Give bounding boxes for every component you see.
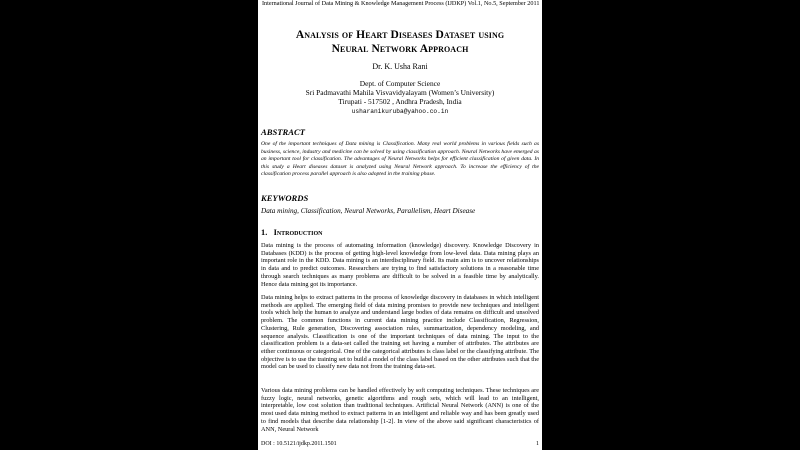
intro-number: 1.	[261, 228, 268, 237]
keywords-heading: KEYWORDS	[261, 193, 309, 203]
page-number: 1	[536, 441, 539, 447]
paper-title-line2: Neural Network Approach	[331, 43, 469, 55]
author-name: Dr. K. Usha Rani	[372, 62, 428, 71]
footer-doi: DOI : 10.5121/ijdkp.2011.1501	[261, 441, 337, 447]
right-letterbox	[542, 0, 800, 450]
journal-header: International Journal of Data Mining & Knowledge Management Process (IJDKP) Vol.1, No.5, September 2011	[262, 0, 540, 7]
keywords-text: Data mining, Classification, Neural Networks, Parallelism, Heart Disease	[261, 207, 476, 215]
intro-paragraph-1: Data mining is the process of automating information (knowledge) discovery. Knowledge Discovery in Databases (KDD) is the process of getting high-level knowledge from low-level data. Data mining plays an important role in the KDD. Data mining is an interdisciplinary field. Its main aim is to uncover relationships in data and to predict outcomes. Researchers are trying to find satisfactory solutions in a reasonable time through search techniques as many problems are difficult to be solved in a feasible time by analytically. Hence data mining got its importance.	[261, 242, 539, 288]
intro-heading	[261, 228, 323, 237]
document-page	[258, 0, 542, 450]
intro-paragraph-3: Various data mining problems can be handled effectively by soft computing techniques. These techniques are fuzzy logic, neural networks, genetic algorithms and rough sets, which will lead to an intelligent, interpretable, low cost solution than traditional techniques. Artificial Neural Network (ANN) is one of the most used data mining method to extract patterns in an intelligent and reliable way and has been greatly used to find models that describe data relationship [1-2]. In view of the above said significant characteristics of ANN, Neural Network	[261, 387, 539, 433]
affiliation-dept: Dept. of Computer Science	[359, 79, 441, 88]
intro-paragraph-2: Data mining helps to extract patterns in the process of knowledge discovery in databases in which intelligent methods are applied. The emerging field of data mining promises to provide new techniques and intelligent tools which help the human to analyze and understand large bodies of data remains on difficult and unsolved problem. The common functions in current data mining practice include Classification, Regression, Clustering, Rule generation, Discovering association rules, summarization, dependency modeling, and sequence analysis. Classification is one of the important techniques of data mining. The input to the classification problem is a data-set called the training set having a number of attributes. The attributes are either continuous or categorical. One of the categorical attributes is class label or the classifying attribute. The objective is to use the training set to build a model of the class label based on the other attributes such that the model can be used to classify new data not from the training data-set.	[261, 294, 539, 371]
author-email: usharanikuruba@yahoo.co.in	[351, 108, 449, 115]
intro-title: Introduction	[273, 228, 323, 237]
paper-title	[258, 28, 542, 56]
abstract-heading: ABSTRACT	[261, 127, 305, 137]
affiliation-city: Tirupati - 517502 , Andhra Pradesh, India	[338, 97, 462, 106]
left-letterbox	[0, 0, 258, 450]
abstract-text: One of the important techniques of Data mining is Classification. Many real world problems in various fields such as business, science, industry and medicine can be solved by using classification approach. Neural Networks have emerged as an important tool for classification. The advantages of Neural Networks helps for efficient classification of given data. In this study a Heart diseases dataset is analyzed using Neural Network approach. To increase the efficiency of the classification process parallel approach is also adopted in the training phase.	[261, 141, 539, 178]
paper-title-line1: Analysis of Heart Diseases Dataset using	[295, 29, 505, 41]
affiliation-university: Sri Padmavathi Mahila Visvavidyalayam (Women’s University)	[305, 88, 495, 97]
